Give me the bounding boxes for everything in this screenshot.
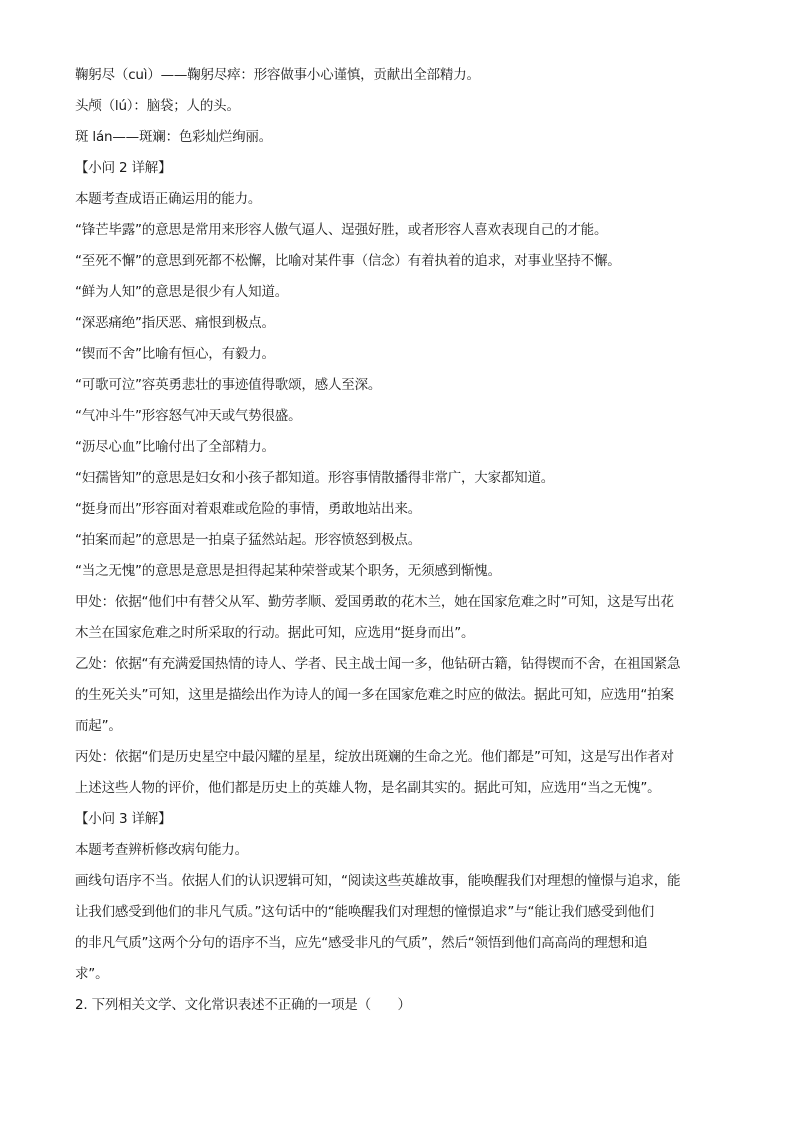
text-line: 而起”。	[75, 718, 122, 734]
text-line: 斑 lán——斑斓：色彩灿烂绚丽。	[75, 129, 272, 145]
idiom-explanation: “妇孺皆知”的意思是妇女和小孩子都知道。形容事情散播得非常广，大家都知道。	[75, 470, 555, 486]
question-2: 2. 下列相关文学、文化常识表述不正确的一项是（ ）	[75, 997, 411, 1013]
idiom-explanation: “可歌可泣”容英勇悲壮的事迹值得歌颂，感人至深。	[75, 377, 382, 393]
idiom-explanation: “至死不懈”的意思到死都不松懈，比喻对某件事（信念）有着执着的追求，对事业坚持不懈。	[75, 253, 621, 269]
answer-paragraph-yi	[75, 654, 725, 737]
text-line: 甲处：依据“他们中有替父从军、勤劳孝顺、爱国勇敢的花木兰，她在国家危难之时”可知，这是写出花	[75, 594, 674, 610]
section-heading: 【小问 2 详解】	[75, 160, 172, 176]
answer-paragraph-bing	[75, 747, 725, 799]
answer-paragraph-section3	[75, 871, 725, 985]
text-line: 乙处：依据“有充满爱国热情的诗人、学者、民主战士闻一多，他钻研古籍，钻得锲而不舍，在祖国紧急	[75, 656, 681, 672]
text-line: 头颅（lú）：脑袋；人的头。	[75, 98, 240, 114]
text-line: 的非凡气质”这两个分句的语序不当，应先“感受非凡的气质”，然后“领悟到他们高高尚的理想和追	[75, 935, 648, 951]
text-line: 鞠躬尽（cuì）——鞠躬尽瘁：形容做事小心谨慎，贡献出全部精力。	[75, 67, 480, 83]
text-line: 求”。	[75, 966, 109, 982]
idiom-explanation: “鲜为人知”的意思是很少有人知道。	[75, 284, 289, 300]
idiom-explanation: “沥尽心血”比喻付出了全部精力。	[75, 439, 275, 455]
answer-paragraph-jia	[75, 592, 725, 644]
text-line: 画线句语序不当。依据人们的认识逻辑可知，“阅读这些英雄故事，能唤醒我们对理想的憧憬与追求，能	[75, 873, 681, 889]
idiom-explanation: “挺身而出”形容面对着艰难或危险的事情，勇敢地站出来。	[75, 501, 422, 517]
idiom-explanation: “锲而不舍”比喻有恒心，有毅力。	[75, 346, 275, 362]
text-line: 本题考查成语正确运用的能力。	[75, 191, 262, 207]
section-heading: 【小问 3 详解】	[75, 811, 172, 827]
text-line: 本题考查辨析修改病句能力。	[75, 842, 248, 858]
idiom-explanation: “深恶痛绝”指厌恶、痛恨到极点。	[75, 315, 275, 331]
text-line: 木兰在国家危难之时所采取的行动。据此可知，应选用“挺身而出”。	[75, 625, 475, 641]
text-line: 让我们感受到他们的非凡气质。”这句话中的“能唤醒我们对理想的憧憬追求”与“能让我们感受到他们	[75, 904, 655, 920]
idiom-explanation: “当之无愧”的意思是意思是担得起某种荣誉或某个职务，无须感到惭愧。	[75, 563, 501, 579]
text-line: 丙处：依据“们是历史星空中最闪耀的星星，绽放出斑斓的生命之光。他们都是”可知，这是写出作者对	[75, 749, 674, 765]
idiom-explanation: “拍案而起”的意思是一拍桌子猛然站起。形容愤怒到极点。	[75, 532, 422, 548]
idiom-explanation: “锋芒毕露”的意思是常用来形容人傲气逼人、逞强好胜，或者形容人喜欢表现自己的才能。	[75, 222, 608, 238]
text-line: 的生死关头”可知，这里是描绘出作为诗人的闻一多在国家危难之时应的做法。据此可知，应选用“拍案	[75, 687, 674, 703]
idiom-explanation: “气冲斗牛”形容怒气冲天或气势很盛。	[75, 408, 302, 424]
text-line: 上述这些人物的评价，他们都是历史上的英雄人物，是名副其实的。据此可知，应选用“当之无愧”。	[75, 780, 661, 796]
document-content	[75, 65, 725, 1026]
